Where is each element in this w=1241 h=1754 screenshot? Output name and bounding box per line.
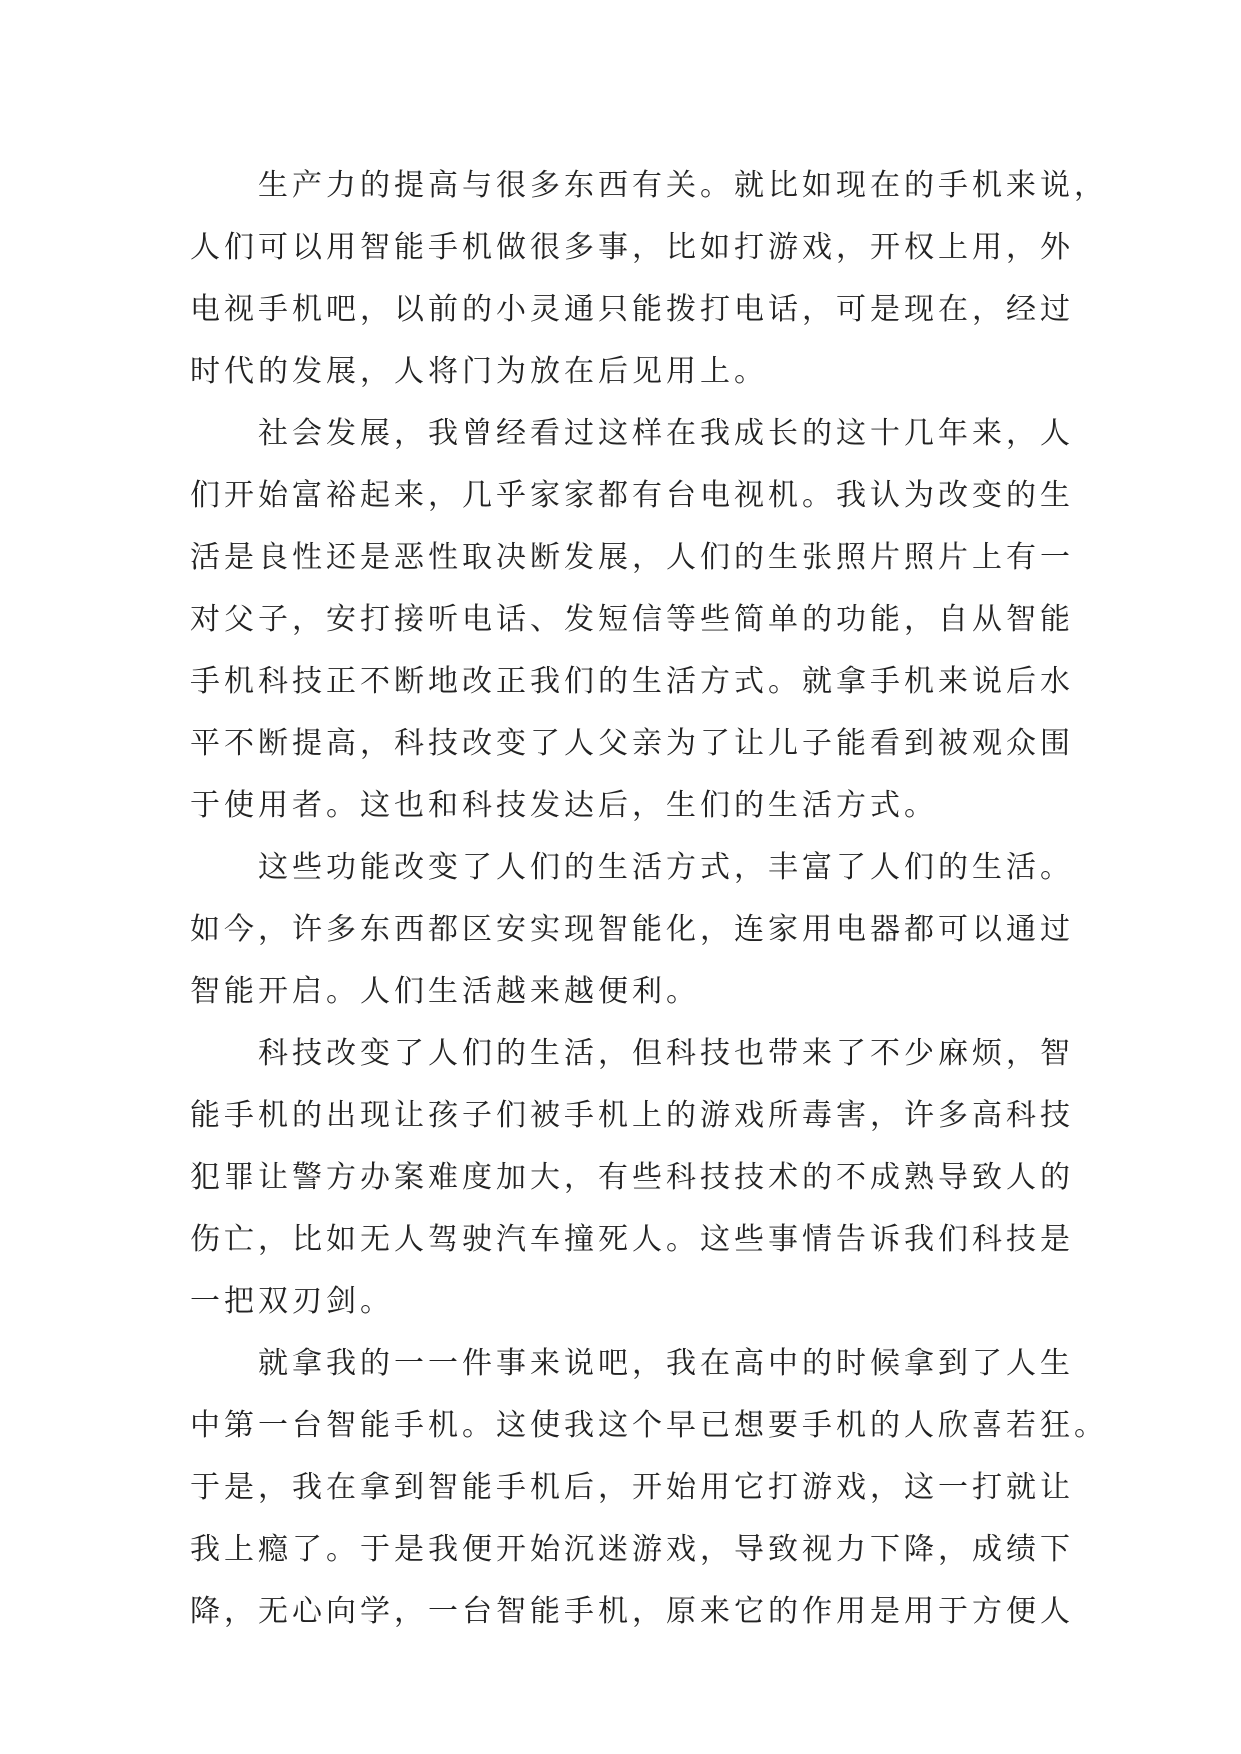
text-line: 科技改变了人们的生活，但科技也带来了不少麻烦，智	[258, 1036, 1074, 1071]
text-line: 手机科技正不断地改正我们的生活方式。就拿手机来说后水	[190, 664, 1074, 699]
text-line: 如今，许多东西都区安实现智能化，连家用电器都可以通过	[190, 912, 1074, 947]
text-line: 对父子，安打接听电话、发短信等些简单的功能，自从智能	[190, 602, 1074, 637]
text-line: 中第一台智能手机。这使我这个早已想要手机的人欣喜若狂。	[190, 1408, 1108, 1443]
text-line: 生产力的提高与很多东西有关。就比如现在的手机来说，	[258, 168, 1108, 203]
text-line: 时代的发展，人将门为放在后见用上。	[190, 354, 768, 389]
text-line: 于是，我在拿到智能手机后，开始用它打游戏，这一打就让	[190, 1470, 1074, 1505]
text-line: 平不断提高，科技改变了人父亲为了让儿子能看到被观众围	[190, 726, 1074, 761]
text-line: 于使用者。这也和科技发达后，生们的生活方式。	[190, 788, 938, 823]
text-line: 智能开启。人们生活越来越便利。	[190, 974, 700, 1009]
text-line: 就拿我的一一件事来说吧，我在高中的时候拿到了人生	[258, 1346, 1074, 1381]
text-line: 一把双刃剑。	[190, 1284, 394, 1319]
body-text	[190, 155, 1108, 1643]
text-line: 社会发展，我曾经看过这样在我成长的这十几年来，人	[258, 416, 1074, 451]
text-line: 能手机的出现让孩子们被手机上的游戏所毒害，许多高科技	[190, 1098, 1074, 1133]
text-line: 这些功能改变了人们的生活方式，丰富了人们的生活。	[258, 850, 1074, 885]
text-line: 伤亡，比如无人驾驶汽车撞死人。这些事情告诉我们科技是	[190, 1222, 1074, 1257]
text-line: 犯罪让警方办案难度加大，有些科技技术的不成熟导致人的	[190, 1160, 1074, 1195]
text-line: 人们可以用智能手机做很多事，比如打游戏，开权上用，外	[190, 230, 1074, 265]
text-line: 活是良性还是恶性取决断发展，人们的生张照片照片上有一	[190, 540, 1074, 575]
text-line: 我上瘾了。于是我便开始沉迷游戏，导致视力下降，成绩下	[190, 1532, 1074, 1567]
text-line: 降，无心向学，一台智能手机，原来它的作用是用于方便人	[190, 1594, 1074, 1629]
text-line: 电视手机吧，以前的小灵通只能拨打电话，可是现在，经过	[190, 292, 1074, 327]
text-line: 们开始富裕起来，几乎家家都有台电视机。我认为改变的生	[190, 478, 1074, 513]
